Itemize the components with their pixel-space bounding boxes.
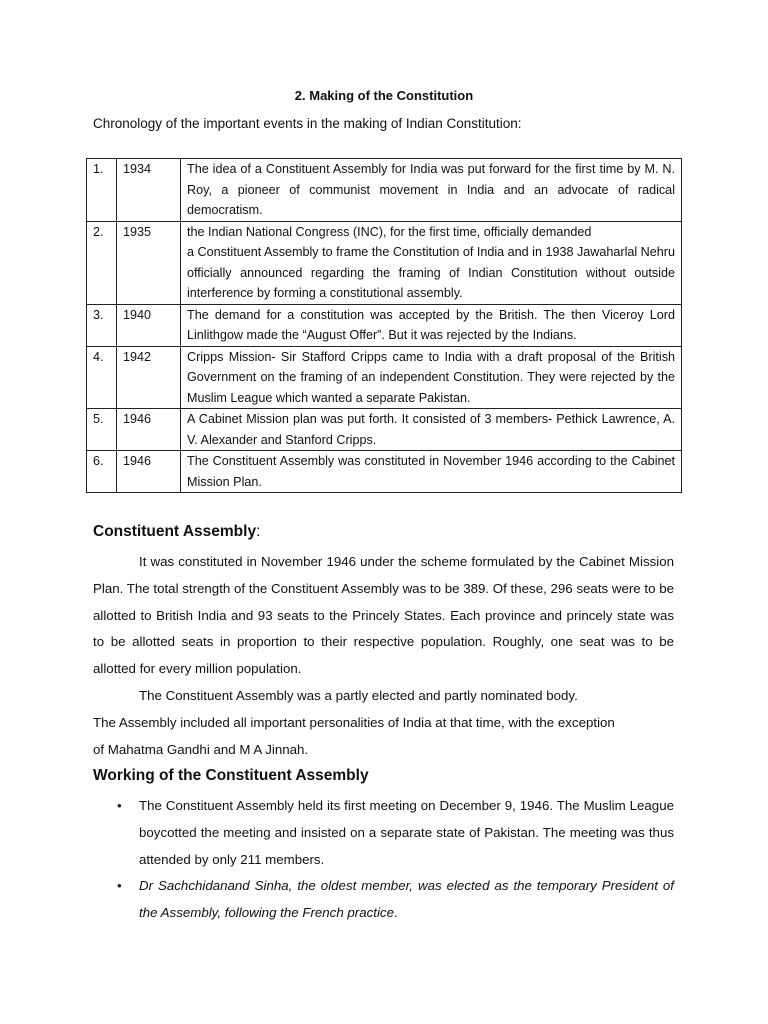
table-row [87, 409, 682, 451]
table-row [87, 451, 682, 493]
row-number: 5. [87, 409, 117, 451]
row-number: 6. [87, 451, 117, 493]
working-heading: Working of the Constituent Assembly [93, 767, 369, 784]
paragraph: The Constituent Assembly was a partly elected and partly nominated body. [139, 687, 578, 703]
row-event: The Constituent Assembly was constituted in November 1946 according to the Cabinet Mission Plan. [181, 451, 682, 493]
working-bullet-list [93, 793, 674, 927]
row-event: The idea of a Constituent Assembly for India was put forward for the first time by M. N. Roy, a pioneer of communist movement in India and an advocate of radical democratism. [181, 159, 682, 222]
row-year: 1935 [117, 221, 181, 304]
row-year: 1934 [117, 159, 181, 222]
row-event: A Cabinet Mission plan was put forth. It consisted of 3 members- Pethick Lawrence, A. V. Alexander and Stanford Cripps. [181, 409, 682, 451]
list-item-text: The Constituent Assembly held its first meeting on December 9, 1946. The Muslim League boycotted the meeting and insisted on a separate state of Pakistan. The meeting was thus attended by only 211 members. [139, 798, 674, 867]
table-row [87, 346, 682, 409]
list-item-period: . [393, 905, 398, 921]
list-item [93, 793, 674, 873]
row-year: 1946 [117, 409, 181, 451]
row-event: Cripps Mission- Sir Stafford Cripps came to India with a draft proposal of the British Government on the framing of an independent Constitution. They were rejected by the Muslim League which wanted a separate Pakistan. [181, 346, 682, 409]
list-item-text: Dr Sachchidanand Sinha, the oldest member, was elected as the temporary President of the Assembly, following the French practice [139, 878, 674, 921]
row-year: 1946 [117, 451, 181, 493]
constituent-assembly-body [93, 549, 674, 763]
table-row [87, 304, 682, 346]
page-title: 2. Making of the Constitution [294, 88, 474, 103]
chronology-table [86, 158, 682, 493]
row-event: The demand for a constitution was accepted by the British. The then Viceroy Lord Linlithgow made the “August Offer”. But it was rejected by the Indians. [181, 304, 682, 346]
row-event-line: a Constituent Assembly to frame the Constitution of India and in 1938 Jawaharlal Nehru officially announced regarding the framing of Indian Constitution without outside interference by forming a constitutional assembly. [187, 245, 675, 300]
heading-text: Constituent Assembly [93, 523, 257, 540]
constituent-assembly-heading [93, 523, 260, 541]
row-event-line: the Indian National Congress (INC), for the first time, officially demanded [187, 224, 592, 239]
heading-colon: : [256, 523, 261, 540]
paragraph-line: The Assembly included all important personalities of India at that time, with the exception [93, 714, 615, 730]
row-year: 1940 [117, 304, 181, 346]
table-row [87, 159, 682, 222]
row-number: 3. [87, 304, 117, 346]
row-number: 2. [87, 221, 117, 304]
bullet-icon: • [117, 878, 122, 894]
row-event [181, 221, 682, 304]
intro-text: Chronology of the important events in the making of Indian Constitution: [93, 116, 522, 131]
row-number: 1. [87, 159, 117, 222]
row-year: 1942 [117, 346, 181, 409]
row-number: 4. [87, 346, 117, 409]
table-row [87, 221, 682, 304]
list-item [93, 873, 674, 927]
paragraph: It was constituted in November 1946 under the scheme formulated by the Cabinet Mission Plan. The total strength of the Constituent Assembly was to be 389. Of these, 296 seats were to be allotted to British India and 93 seats to the Princely States. Each province and princely state was to be allotted seats in proportion to their respective population. Roughly, one seat was to be allotted for every million population. [93, 554, 674, 677]
bullet-icon: • [117, 798, 122, 813]
paragraph-line: of Mahatma Gandhi and M A Jinnah. [93, 741, 309, 757]
